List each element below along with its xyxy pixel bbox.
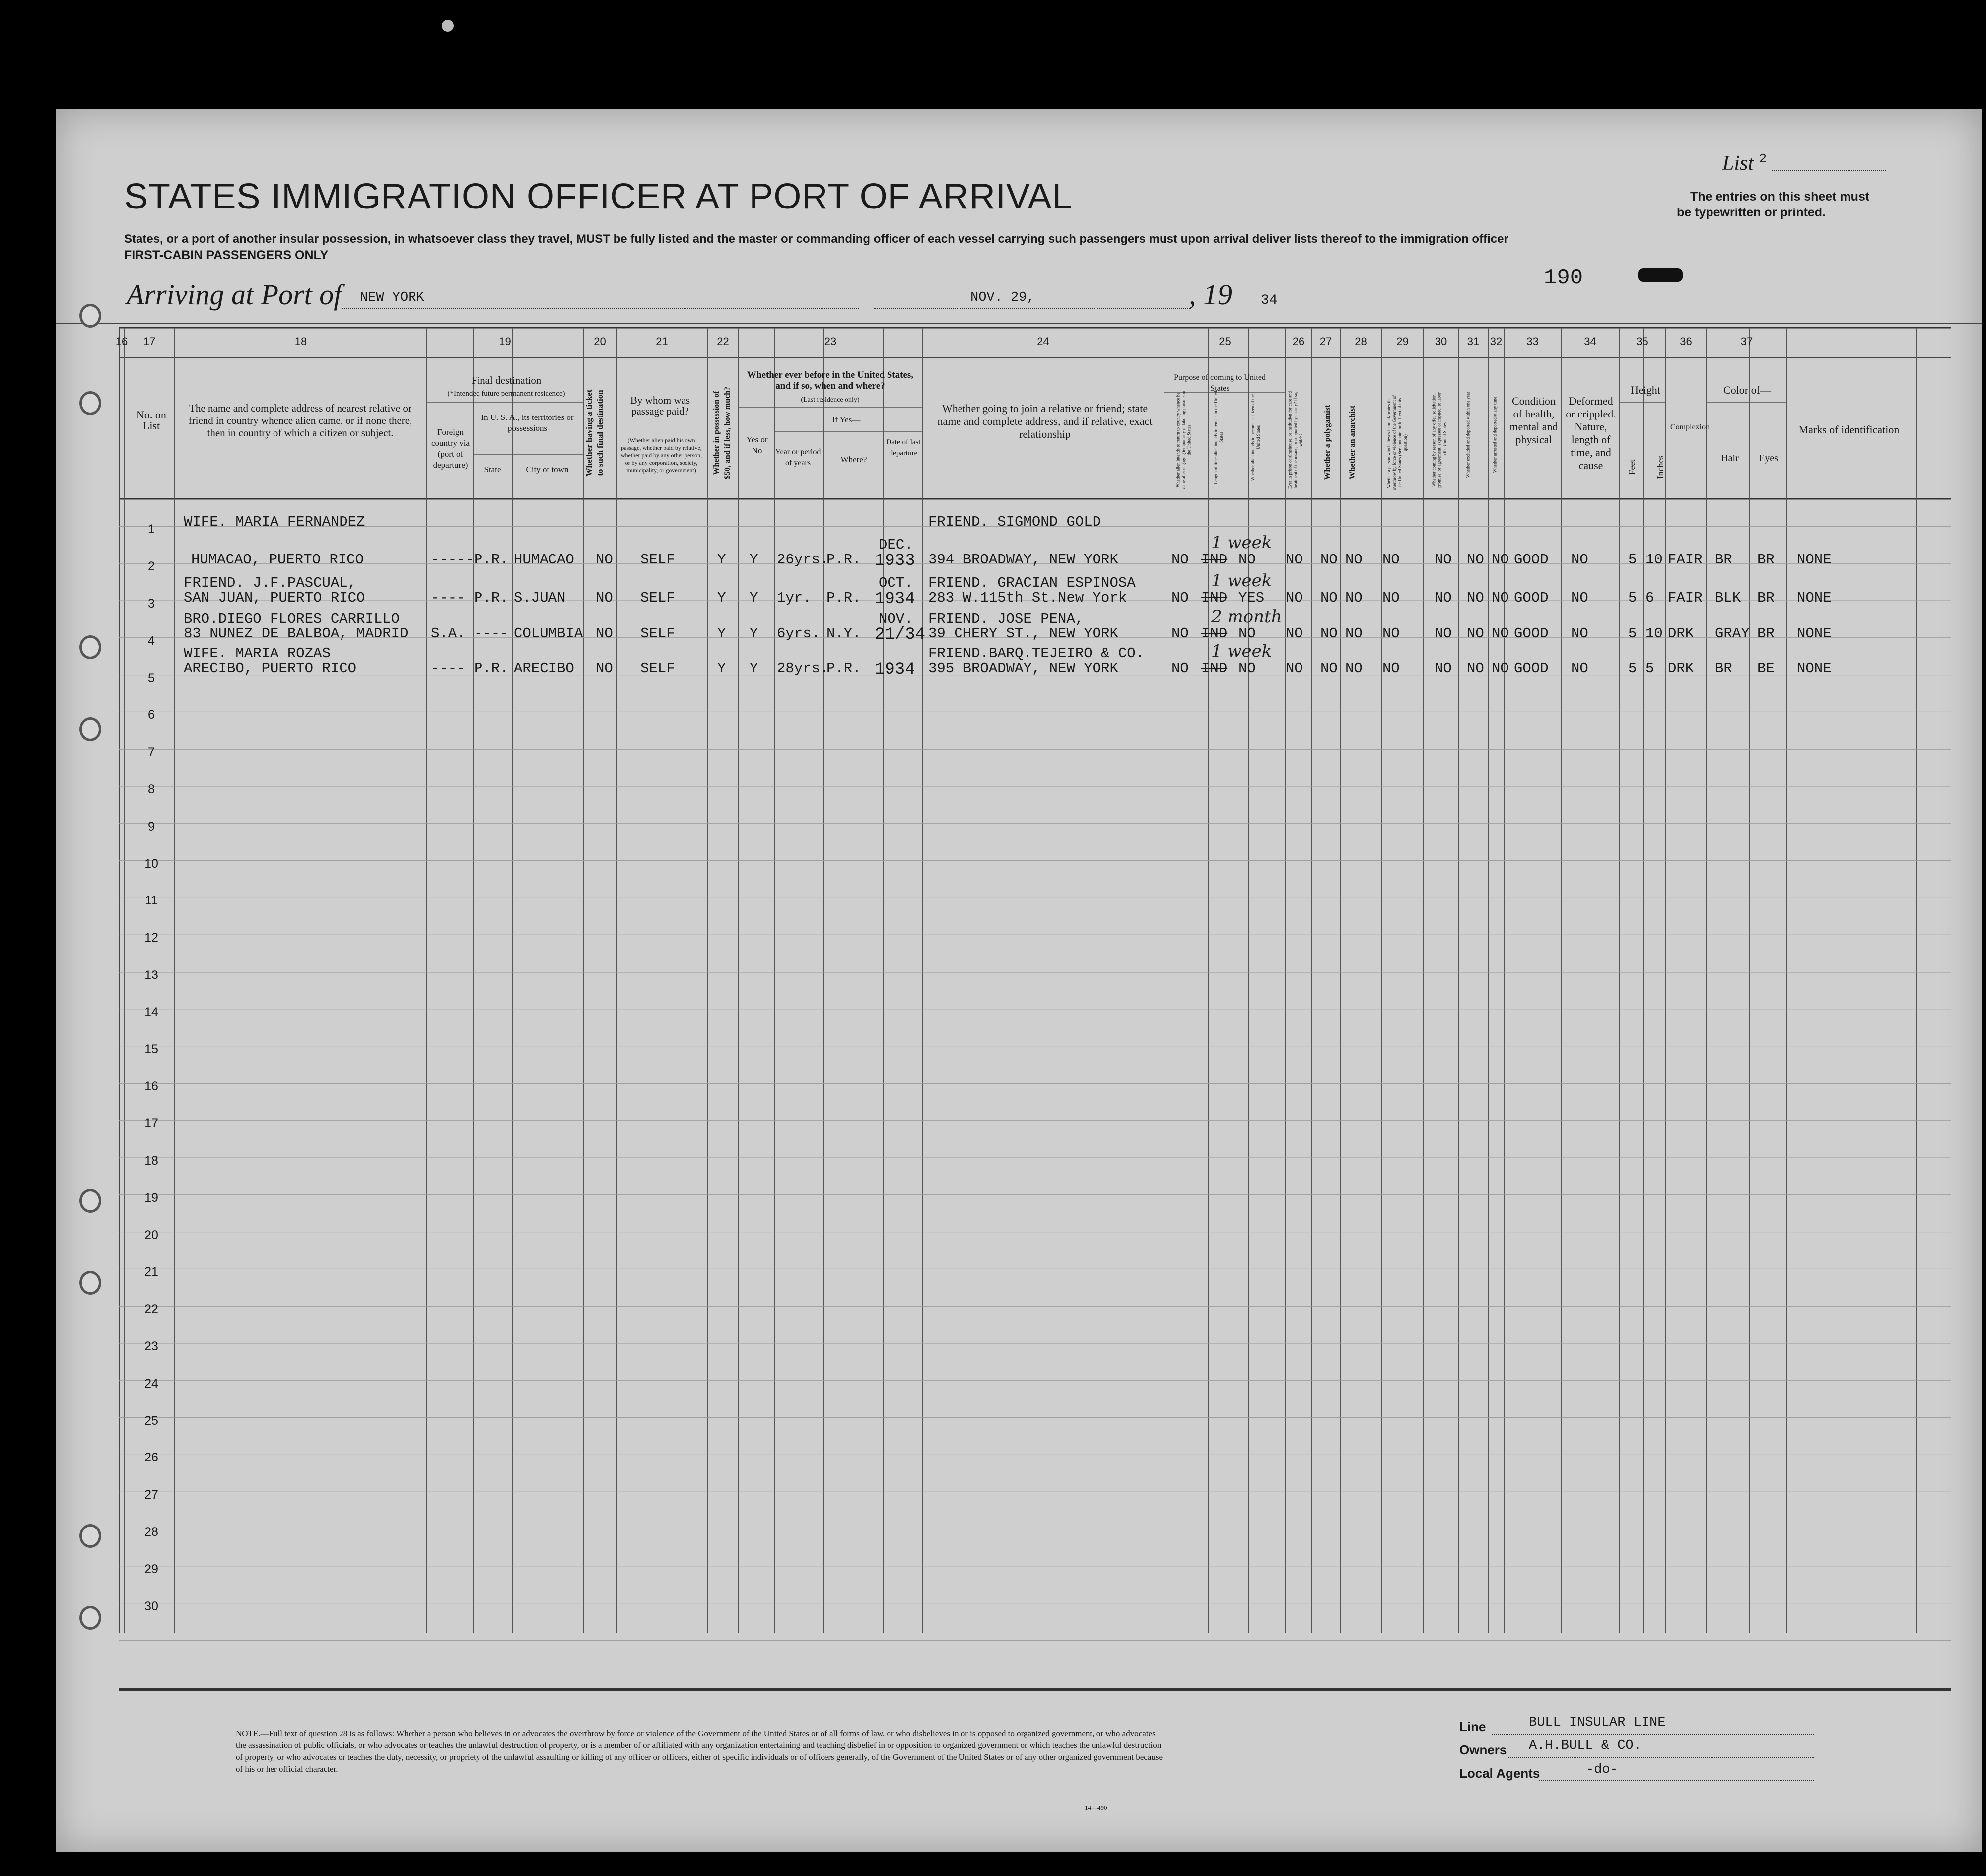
- relative-address: ARECIBO, PUERTO RICO: [184, 660, 357, 677]
- header-ever-before: Whether ever before in the United States, and if so, when and where?: [747, 370, 914, 391]
- arrested-value: NO: [1492, 590, 1509, 606]
- row-number: 25: [144, 1413, 158, 1428]
- destination-city: S.JUAN: [514, 590, 566, 606]
- binder-hole: [79, 717, 101, 741]
- complexion-value: DRK: [1668, 625, 1694, 642]
- header-complexion: Complexion: [1670, 423, 1710, 431]
- length-handwritten: 1 week: [1211, 641, 1272, 661]
- ticket-value: NO: [596, 552, 613, 568]
- citizen-value: YES: [1238, 590, 1265, 606]
- offer-value: NO: [1435, 625, 1452, 642]
- year-period: 28yrs.: [777, 660, 829, 677]
- ever-before: Y: [750, 625, 758, 642]
- row-number: 2: [148, 559, 155, 574]
- departure-year: 1934: [875, 660, 915, 679]
- departure-year: 1934: [875, 590, 915, 609]
- row-number: 17: [144, 1116, 158, 1131]
- paid-by: SELF: [640, 590, 675, 606]
- row-number: 6: [148, 708, 155, 722]
- height-inches: 10: [1645, 625, 1663, 642]
- header-prison: Ever in prison or almshouse, or institution for care and treatment of the insane, or supported by charity? If so, which?: [1287, 391, 1303, 489]
- header-in-usa: In U. S. A., its territories or possessions: [481, 413, 574, 433]
- header-final-destination: Final destination: [471, 374, 542, 386]
- money-value: Y: [717, 552, 726, 568]
- date-value: NOV. 29,: [970, 290, 1035, 305]
- header-by-whom: By whom was passage paid?: [630, 394, 690, 417]
- length-typed: IND: [1201, 625, 1228, 642]
- hair-value: GRAY: [1715, 625, 1750, 642]
- column-number: 18: [294, 335, 307, 347]
- join-address: 283 W.115th St.New York: [928, 590, 1127, 606]
- foreign-country: S.A.: [431, 625, 466, 642]
- line-value: BULL INSULAR LINE: [1529, 1715, 1666, 1730]
- row-number: 28: [144, 1525, 158, 1539]
- header-height: Height: [1631, 384, 1660, 396]
- destination-state: P.R.: [474, 552, 509, 568]
- money-value: Y: [717, 660, 726, 677]
- destination-city: ARECIBO: [514, 660, 574, 677]
- destination-city: COLUMBIA: [514, 625, 583, 642]
- year-period: 1yr.: [777, 590, 812, 606]
- marks-value: NONE: [1797, 552, 1832, 568]
- where-value: P.R.: [826, 660, 861, 677]
- return-value: NO: [1171, 660, 1189, 677]
- header-city: City or town: [526, 465, 569, 474]
- header-going-to-join: Whether going to join a relative or friend; state name and complete address, and if relative, exact relationship: [937, 402, 1153, 440]
- binder-hole: [79, 635, 101, 659]
- health-value: GOOD: [1514, 625, 1549, 642]
- relative-address: HUMACAO, PUERTO RICO: [191, 552, 364, 568]
- header-eyes: Eyes: [1759, 453, 1778, 464]
- header-anarchist: Whether an anarchist: [1348, 405, 1357, 480]
- deformed-value: NO: [1571, 552, 1588, 568]
- form-number: 14—490: [1085, 1804, 1107, 1811]
- length-handwritten: 1 week: [1211, 571, 1272, 591]
- header-foreign-country: Foreign country via (port of departure): [431, 427, 470, 470]
- header-overthrow: Whether a person who believes in or advocates the overthrow by force or violence of the Government of the United States (See footnote for full text of this question): [1386, 395, 1408, 490]
- list-number: 2: [1759, 151, 1767, 166]
- marks-value: NONE: [1797, 660, 1832, 677]
- hair-value: BR: [1715, 552, 1732, 568]
- row-number: 12: [144, 931, 158, 945]
- ticket-value: NO: [596, 660, 613, 677]
- column-number: 17: [143, 335, 156, 347]
- header-last-residence: (Last residence only): [801, 396, 860, 404]
- owners-underline: [1507, 1757, 1814, 1758]
- join-address: 39 CHERY ST., NEW YORK: [928, 625, 1118, 642]
- row-number: 30: [144, 1599, 158, 1613]
- destination-state: P.R.: [474, 590, 509, 606]
- row-number: 10: [144, 856, 158, 871]
- where-value: P.R.: [826, 590, 861, 606]
- relative-address: 83 NUNEZ DE BALBOA, MADRID: [184, 625, 409, 642]
- complexion-value: DRK: [1668, 660, 1694, 677]
- column-number: 33: [1526, 335, 1539, 347]
- header-inches: Inches: [1655, 455, 1665, 479]
- complexion-value: FAIR: [1668, 590, 1703, 606]
- header-no-on-list: No. on List: [137, 409, 166, 432]
- ever-before: Y: [750, 552, 758, 568]
- row-number: 4: [148, 633, 155, 648]
- column-number: 26: [1292, 335, 1305, 347]
- hair-value: BR: [1715, 660, 1732, 677]
- destination-state: ----: [474, 625, 509, 642]
- row-number: 3: [148, 597, 155, 611]
- header-arrested: Whether arrested and deported at any time: [1492, 397, 1498, 473]
- departure-month: OCT.: [879, 575, 913, 591]
- ever-before: Y: [750, 590, 758, 606]
- foreign-country: ----: [431, 590, 466, 606]
- page-title: STATES IMMIGRATION OFFICER AT PORT OF ARRIVAL: [124, 177, 1073, 216]
- binder-hole: [79, 1524, 101, 1548]
- join-address: 394 BROADWAY, NEW YORK: [928, 552, 1118, 568]
- header-hair: Hair: [1721, 453, 1739, 464]
- overthrow-value: NO: [1382, 590, 1400, 606]
- row-number: 23: [144, 1339, 158, 1353]
- eyes-value: BE: [1757, 660, 1775, 677]
- deformed-value: NO: [1571, 625, 1588, 642]
- row-number: 8: [148, 782, 155, 796]
- owners-value: A.H.BULL & CO.: [1529, 1738, 1642, 1753]
- overthrow-value: NO: [1382, 552, 1400, 568]
- header-if-yes: If Yes—: [832, 415, 861, 424]
- row-number: 24: [144, 1376, 158, 1390]
- height-feet: 5: [1628, 552, 1637, 568]
- height-inches: 10: [1645, 552, 1663, 568]
- binder-hole: [79, 1189, 101, 1213]
- row-number: 16: [144, 1079, 158, 1094]
- relative-name: WIFE. MARIA FERNANDEZ: [184, 514, 365, 530]
- relative-name: WIFE. MARIA ROZAS: [184, 645, 331, 662]
- arrested-value: NO: [1492, 660, 1509, 677]
- header-purpose-sub1: Whether alien intends to return to country whence he came after engaging temporarily in laboring pursuits in the United States: [1175, 391, 1192, 489]
- height-feet: 5: [1628, 625, 1637, 642]
- arrested-value: NO: [1492, 552, 1509, 568]
- row-number: 7: [148, 745, 155, 760]
- departure-year: 21/34: [875, 625, 926, 644]
- column-number: 21: [656, 335, 668, 347]
- length-typed: IND: [1201, 552, 1228, 568]
- column-number: 22: [717, 335, 729, 347]
- agents-label: Local Agents: [1459, 1766, 1540, 1781]
- join-name: FRIEND.BARQ.TEJEIRO & CO.: [928, 645, 1145, 662]
- header-offer: Whether coming by reason of any offer, solicitation, promise, or agreement, expressed or implied, to labor in the United States: [1431, 392, 1447, 488]
- departure-month: NOV.: [879, 611, 913, 627]
- return-value: NO: [1171, 625, 1189, 642]
- header-polygamist: Whether a polygamist: [1323, 405, 1332, 480]
- row-number: 27: [144, 1488, 158, 1502]
- return-value: NO: [1171, 552, 1189, 568]
- header-state: State: [484, 465, 501, 474]
- binder-hole: [79, 304, 101, 328]
- citizen-value: NO: [1238, 552, 1256, 568]
- column-number: 28: [1355, 335, 1367, 347]
- year-period: 6yrs.: [777, 625, 821, 642]
- port-value: NEW YORK: [360, 290, 424, 305]
- arrested-value: NO: [1492, 625, 1509, 642]
- column-number: 27: [1319, 335, 1332, 347]
- binder-hole: [79, 1271, 101, 1295]
- year-prefix: , 19: [1189, 278, 1232, 311]
- column-number: 31: [1467, 335, 1480, 347]
- header-final-destination-note: (*Intended future permanent residence): [447, 390, 565, 398]
- prison-value: NO: [1286, 552, 1303, 568]
- offer-value: NO: [1435, 590, 1452, 606]
- subtitle-line1: States, or a port of another insular possession, in whatsoever class they travel, MUST be fully listed and the master or commanding officer of each vessel carrying such passengers must upon arrival deliver lists thereof to the immigration officer: [124, 232, 1508, 246]
- relative-name: BRO.DIEGO FLORES CARRILLO: [184, 611, 400, 627]
- health-value: GOOD: [1514, 590, 1549, 606]
- ticket-value: NO: [596, 625, 613, 642]
- prison-value: NO: [1286, 590, 1303, 606]
- header-color-of: Color of—: [1723, 384, 1771, 396]
- column-number: 32: [1490, 335, 1503, 347]
- header-where: Where?: [840, 455, 867, 464]
- entries-note-1: The entries on this sheet must: [1690, 190, 1870, 204]
- departure-year: 1933: [875, 552, 915, 570]
- column-number: 16: [115, 335, 128, 347]
- foreign-country: ----: [431, 660, 466, 677]
- length-typed: IND: [1201, 660, 1228, 677]
- join-name: FRIEND. SIGMOND GOLD: [928, 514, 1101, 530]
- year-period: 26yrs.: [777, 552, 829, 568]
- height-feet: 5: [1628, 660, 1637, 677]
- header-date-last-departure: Date of last departure: [886, 438, 921, 457]
- row-number: 22: [144, 1302, 158, 1317]
- line-label: Line: [1459, 1719, 1486, 1734]
- header-by-whom-note: (Whether alien paid his own passage, whether paid by relative, whether paid by any other person, or by any corporation, society, municipality, or government): [620, 437, 702, 474]
- header-excluded: Whether excluded and deported within one year: [1465, 392, 1471, 478]
- footer-rule: [119, 1688, 1951, 1691]
- header-condition-health: Condition of health, mental and physical: [1509, 395, 1558, 446]
- row-number: 9: [148, 819, 155, 834]
- row-number: 15: [144, 1042, 158, 1056]
- join-address: 395 BROADWAY, NEW YORK: [928, 660, 1118, 677]
- polygamist-value: NO: [1320, 660, 1338, 677]
- column-number: 19: [499, 335, 511, 347]
- join-name: FRIEND. JOSE PENA,: [928, 611, 1084, 627]
- header-yes-no: Yes or No: [746, 435, 768, 455]
- line-underline: [1492, 1734, 1814, 1735]
- header-nearest-relative: The name and complete address of nearest relative or friend in country whence alien came, or if none there, then in country of which a citizen or subject.: [188, 402, 412, 439]
- overthrow-value: NO: [1382, 625, 1400, 642]
- agents-underline: [1539, 1780, 1814, 1781]
- header-purpose-sub3: Whether alien intends to become a citizen of the United States: [1250, 394, 1261, 481]
- excluded-value: NO: [1467, 552, 1484, 568]
- paid-by: SELF: [640, 625, 675, 642]
- money-value: Y: [717, 590, 726, 606]
- anarchist-value: NO: [1345, 625, 1363, 642]
- header-marks: Marks of identification: [1798, 423, 1900, 436]
- row-number: 19: [144, 1190, 158, 1205]
- row-number: 26: [144, 1451, 158, 1465]
- deformed-value: NO: [1571, 660, 1588, 677]
- binder-hole: [79, 1606, 101, 1630]
- health-value: GOOD: [1514, 552, 1549, 568]
- column-number: 24: [1037, 335, 1049, 347]
- destination-state: P.R.: [474, 660, 509, 677]
- height-feet: 5: [1628, 590, 1637, 606]
- row-number: 1: [148, 522, 155, 537]
- prison-value: NO: [1286, 660, 1303, 677]
- excluded-value: NO: [1467, 660, 1484, 677]
- column-number: 37: [1740, 335, 1753, 347]
- complexion-value: FAIR: [1668, 552, 1703, 568]
- header-deformed: Deformed or crippled. Nature, length of time, and cause: [1566, 395, 1616, 472]
- column-number: 35: [1636, 335, 1648, 347]
- year-suffix: 34: [1261, 293, 1278, 308]
- ticket-value: NO: [596, 590, 613, 606]
- header-possession-50: Whether in possession of $50, and if less, how much?: [712, 386, 732, 480]
- return-value: NO: [1171, 590, 1189, 606]
- owners-label: Owners: [1459, 1742, 1507, 1757]
- length-handwritten: 1 week: [1211, 533, 1272, 553]
- offer-value: NO: [1435, 660, 1452, 677]
- ever-before: Y: [750, 660, 758, 677]
- overthrow-value: NO: [1382, 660, 1400, 677]
- stamp-number: 190: [1544, 266, 1583, 290]
- height-inches: 6: [1645, 590, 1654, 606]
- agents-value: -do-: [1586, 1762, 1618, 1777]
- money-value: Y: [717, 625, 726, 642]
- anarchist-value: NO: [1345, 590, 1363, 606]
- column-number: 20: [594, 335, 606, 347]
- hair-value: BLK: [1715, 590, 1741, 606]
- row-number: 18: [144, 1154, 158, 1168]
- column-number: 25: [1219, 335, 1231, 347]
- entries-note-2: be typewritten or printed.: [1677, 206, 1826, 219]
- polygamist-value: NO: [1320, 590, 1338, 606]
- foreign-country: -----: [431, 552, 475, 568]
- citizen-value: NO: [1238, 660, 1256, 677]
- where-value: N.Y.: [826, 625, 861, 642]
- polygamist-value: NO: [1320, 552, 1338, 568]
- binder-hole: [79, 391, 101, 415]
- anarchist-value: NO: [1345, 660, 1363, 677]
- height-inches: 5: [1645, 660, 1654, 677]
- length-typed: IND: [1201, 590, 1228, 606]
- deformed-value: NO: [1571, 590, 1588, 606]
- list-label: List $^2$: [1722, 151, 1767, 175]
- footer-note: NOTE.—Full text of question 28 is as follows: Whether a person who believes in or advocates the overthrow by force or violence of the Government of the United States or of all forms of law, or who disbelieves in or is opposed to organized government, or who advocates the assassination of public officials, or who advocates or teaches the unlawful destruction of property, or is a member of or affiliated with any organization entertaining and teaching disbelief in or opposition to organized government or which teaches the unlawful destruction of property, or who advocates or teaches the duty, necessity, or propriety of the unlawful assaulting or killing of any officer or officers, either of specific individuals or of officers generally, of the Government of the United States or of any other organized government because of his or her official character.: [236, 1729, 1163, 1774]
- row-number: 5: [148, 671, 155, 685]
- relative-name: FRIEND. J.F.PASCUAL,: [184, 575, 357, 591]
- marks-value: NONE: [1797, 590, 1832, 606]
- paid-by: SELF: [640, 660, 675, 677]
- column-number: 34: [1584, 335, 1596, 347]
- header-ticket: Whether having a ticket to such final destination: [584, 389, 605, 477]
- prison-value: NO: [1286, 625, 1303, 642]
- anarchist-value: NO: [1345, 552, 1363, 568]
- health-value: GOOD: [1514, 660, 1549, 677]
- row-number: 14: [144, 1005, 158, 1019]
- offer-value: NO: [1435, 552, 1452, 568]
- excluded-value: NO: [1467, 625, 1484, 642]
- paid-by: SELF: [640, 552, 675, 568]
- column-number: 29: [1396, 335, 1409, 347]
- row-number: 21: [144, 1265, 158, 1279]
- column-number: 36: [1680, 335, 1692, 347]
- relative-address: SAN JUAN, PUERTO RICO: [184, 590, 365, 606]
- header-year-period: Year or period of years: [775, 448, 821, 467]
- column-number: 23: [824, 335, 837, 347]
- marks-value: NONE: [1797, 625, 1832, 642]
- row-number: 29: [144, 1562, 158, 1576]
- column-number: 30: [1435, 335, 1447, 347]
- row-number: 11: [145, 894, 158, 908]
- excluded-value: NO: [1467, 590, 1484, 606]
- join-name: FRIEND. GRACIAN ESPINOSA: [928, 575, 1136, 591]
- subtitle-line2: FIRST-CABIN PASSENGERS ONLY: [124, 248, 329, 262]
- header-purpose-sub2: Length of time alien intends to remain in the United States: [1213, 391, 1224, 484]
- header-purpose: Purpose of coming to United States: [1174, 373, 1266, 393]
- length-handwritten: 2 month: [1211, 607, 1282, 626]
- departure-month: DEC.: [879, 537, 913, 553]
- row-number: 20: [144, 1228, 158, 1242]
- row-number: 13: [144, 968, 158, 982]
- polygamist-value: NO: [1320, 625, 1338, 642]
- arriving-label: Arriving at Port of: [127, 278, 342, 311]
- header-feet: Feet: [1627, 459, 1637, 475]
- citizen-value: NO: [1238, 625, 1256, 642]
- eyes-value: BR: [1757, 625, 1775, 642]
- destination-city: HUMACAO: [514, 552, 574, 568]
- eyes-value: BR: [1757, 552, 1775, 568]
- where-value: P.R.: [826, 552, 861, 568]
- eyes-value: BR: [1757, 590, 1775, 606]
